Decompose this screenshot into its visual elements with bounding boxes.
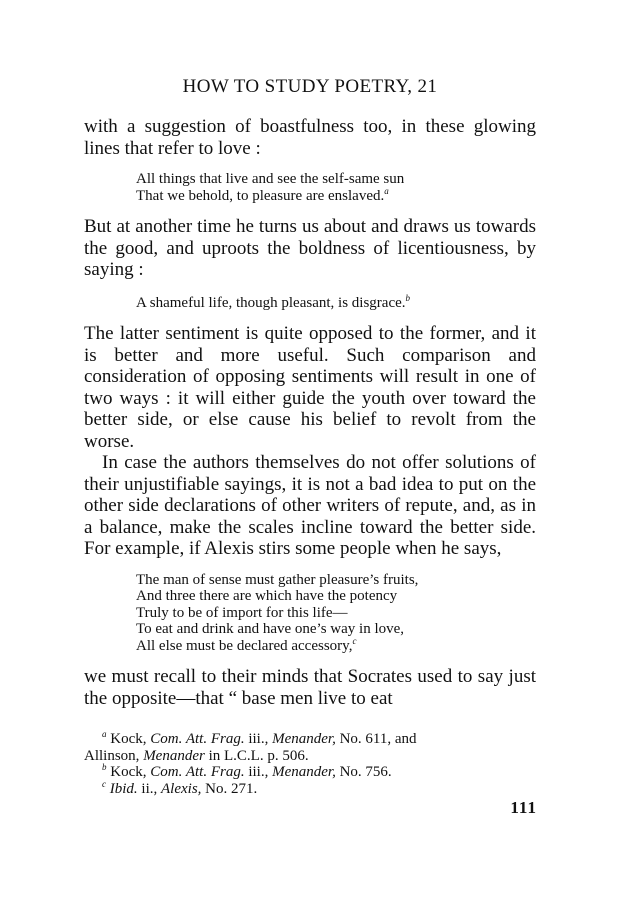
footnote-a-text-2: iii., — [244, 731, 273, 747]
verse-quote-1 — [136, 171, 536, 204]
footnote-b-italic-1: Com. Att. Frag. — [150, 764, 245, 780]
paragraph-2: But at another time he turns us about and draws us towards the good, and uproots the boldness of licentiousness, by saying : — [84, 216, 536, 280]
footnote-a-line-2-post: in L.C.L. p. 506. — [204, 747, 309, 764]
book-page — [84, 76, 536, 797]
verse-1-line-2 — [136, 185, 536, 205]
page-number: 111 — [510, 798, 537, 817]
verse-1-line-2-text: That we behold, to pleasure are enslaved. — [136, 187, 385, 204]
footnote-ref-c: c — [352, 635, 357, 646]
verse-3-line-5 — [136, 635, 536, 655]
paragraph-5: we must recall to their minds that Socrates used to say just the opposite—that “ base men live to eat — [84, 666, 536, 709]
footnote-a — [84, 731, 536, 748]
footnote-a-continuation — [84, 748, 536, 765]
verse-3-line-3: Truly to be of import for this life— — [136, 604, 348, 621]
footnote-a-text-1: Kock, — [106, 731, 151, 747]
footnote-c-mark: c — [102, 778, 106, 789]
footnote-ref-a: a — [384, 185, 389, 196]
verse-3-line-1: The man of sense must gather pleasure’s fruits, — [136, 571, 419, 588]
verse-3-line-5-text: All else must be declared accessory, — [136, 637, 353, 654]
footnote-a-italic-2: Menander, — [272, 731, 336, 747]
footnote-b-text-1: Kock, — [106, 764, 151, 780]
footnotes — [84, 731, 536, 797]
running-head: HOW TO STUDY POETRY, 21 — [182, 76, 438, 97]
verse-1-line-1: All things that live and see the self-same sun — [136, 171, 405, 187]
footnote-c-italic-1: Ibid. — [109, 780, 138, 797]
footnote-c-text-2: No. 271. — [201, 780, 258, 797]
footnote-b-text-3: No. 756. — [335, 764, 392, 780]
verse-3-line-2: And three there are which have the potency — [136, 588, 398, 604]
paragraph-4: In case the authors themselves do not offer solutions of their unjustifiable sayings, it is not a bad idea to put on the other side declarations of other writers of repute, and, as in a balance, make the scales incline toward the better side. For example, if Alexis stirs some people when he says, — [84, 452, 536, 559]
footnote-a-line-2-pre: Allinson, — [84, 747, 144, 764]
verse-2-line-1 — [136, 292, 536, 312]
paragraph-1: with a suggestion of boastfulness too, in these glowing lines that refer to love : — [84, 116, 536, 159]
footnote-b-mark: b — [102, 762, 107, 772]
footnote-c-italic-2: Alexis, — [161, 780, 202, 797]
footnote-c-text-1: ii., — [137, 780, 162, 797]
paragraph-3: The latter sentiment is quite opposed to the former, and it is better and more useful. Such comparison and consideration of opposing sentiments will result in one of two ways : it will either guide the youth over toward the better side, or else cause his belief to revolt from the worse. — [84, 323, 536, 452]
verse-2-line-1-text: A shameful life, though pleasant, is disgrace. — [136, 294, 406, 311]
footnote-b-text-2: iii., — [244, 764, 273, 780]
footnote-a-line-2-italic: Menander — [143, 747, 205, 764]
verse-quote-3 — [136, 572, 536, 655]
footnote-b-italic-2: Menander, — [272, 764, 336, 780]
footnote-a-italic-1: Com. Att. Frag. — [150, 731, 245, 747]
footnote-a-mark: a — [102, 729, 107, 739]
footnote-b — [84, 764, 536, 781]
footnote-c — [84, 778, 536, 798]
verse-3-line-4: To eat and drink and have one’s way in love, — [136, 621, 405, 637]
verse-quote-2 — [136, 292, 536, 312]
footnote-a-text-3: No. 611, and — [335, 731, 417, 747]
footnote-ref-b: b — [405, 292, 411, 303]
